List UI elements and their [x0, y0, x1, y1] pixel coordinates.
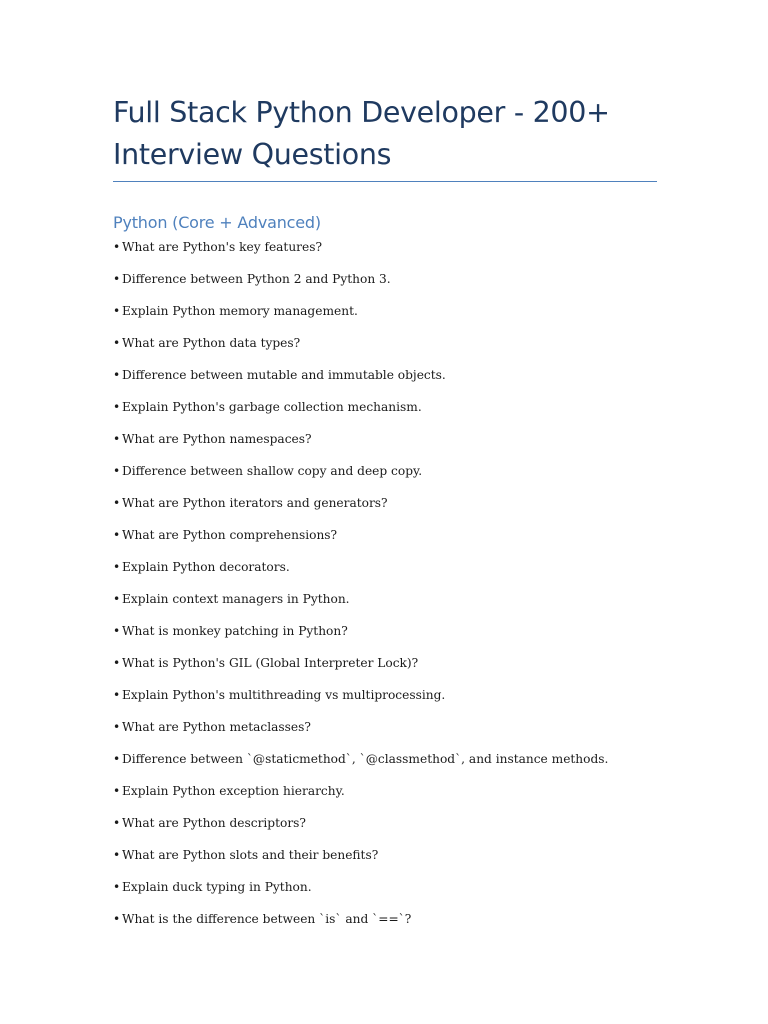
question-text: Difference between shallow copy and deep copy.	[122, 464, 423, 478]
question-text: Difference between Python 2 and Python 3.	[122, 272, 391, 286]
bullet-icon: •	[113, 240, 121, 254]
list-item	[113, 301, 673, 333]
question-text: What are Python data types?	[122, 336, 301, 350]
question-text: Explain Python's multithreading vs multiprocessing.	[122, 688, 446, 702]
list-item	[113, 685, 673, 717]
list-item	[113, 333, 673, 365]
list-item	[113, 717, 673, 749]
question-list	[113, 237, 673, 941]
list-item	[113, 813, 673, 845]
list-item	[113, 429, 673, 461]
bullet-icon: •	[113, 784, 121, 798]
list-item	[113, 877, 673, 909]
question-text: What are Python comprehensions?	[122, 528, 338, 542]
list-item	[113, 909, 673, 941]
list-item	[113, 237, 673, 269]
question-text: What are Python's key features?	[122, 240, 323, 254]
question-text: Explain context managers in Python.	[122, 592, 350, 606]
question-text: What is Python's GIL (Global Interpreter Lock)?	[122, 656, 419, 670]
list-item	[113, 621, 673, 653]
document-title: Full Stack Python Developer - 200+ Interview Questions	[113, 96, 610, 171]
question-text: What are Python slots and their benefits?	[122, 848, 379, 862]
bullet-icon: •	[113, 528, 121, 542]
bullet-icon: •	[113, 688, 121, 702]
bullet-icon: •	[113, 304, 121, 318]
bullet-icon: •	[113, 496, 121, 510]
question-text: What is monkey patching in Python?	[122, 624, 348, 638]
bullet-icon: •	[113, 880, 121, 894]
bullet-icon: •	[113, 272, 121, 286]
question-text: What are Python iterators and generators?	[122, 496, 388, 510]
list-item	[113, 589, 673, 621]
bullet-icon: •	[113, 560, 121, 574]
bullet-icon: •	[113, 720, 121, 734]
question-text: Explain duck typing in Python.	[122, 880, 312, 894]
question-text: What are Python metaclasses?	[122, 720, 311, 734]
bullet-icon: •	[113, 848, 121, 862]
list-item	[113, 557, 673, 589]
question-text: Difference between `@staticmethod`, `@classmethod`, and instance methods.	[122, 752, 609, 766]
list-item	[113, 397, 673, 429]
bullet-icon: •	[113, 400, 121, 414]
bullet-icon: •	[113, 592, 121, 606]
bullet-icon: •	[113, 912, 121, 926]
question-text: Explain Python memory management.	[122, 304, 358, 318]
bullet-icon: •	[113, 464, 121, 478]
list-item	[113, 269, 673, 301]
bullet-icon: •	[113, 816, 121, 830]
list-item	[113, 845, 673, 877]
list-item	[113, 781, 673, 813]
question-text: Difference between mutable and immutable objects.	[122, 368, 446, 382]
bullet-icon: •	[113, 432, 121, 446]
question-text: Explain Python decorators.	[122, 560, 290, 574]
bullet-icon: •	[113, 368, 121, 382]
question-text: Explain Python's garbage collection mechanism.	[122, 400, 422, 414]
question-text: What are Python namespaces?	[122, 432, 312, 446]
list-item	[113, 653, 673, 685]
list-item	[113, 493, 673, 525]
list-item	[113, 525, 673, 557]
bullet-icon: •	[113, 752, 121, 766]
question-text: What are Python descriptors?	[122, 816, 306, 830]
list-item	[113, 749, 673, 781]
question-text: Explain Python exception hierarchy.	[122, 784, 345, 798]
question-text: What is the difference between `is` and `==`?	[122, 912, 412, 926]
section-heading: Python (Core + Advanced)	[113, 213, 321, 232]
bullet-icon: •	[113, 624, 121, 638]
bullet-icon: •	[113, 336, 121, 350]
list-item	[113, 365, 673, 397]
bullet-icon: •	[113, 656, 121, 670]
list-item	[113, 461, 673, 493]
title-divider	[113, 181, 657, 182]
